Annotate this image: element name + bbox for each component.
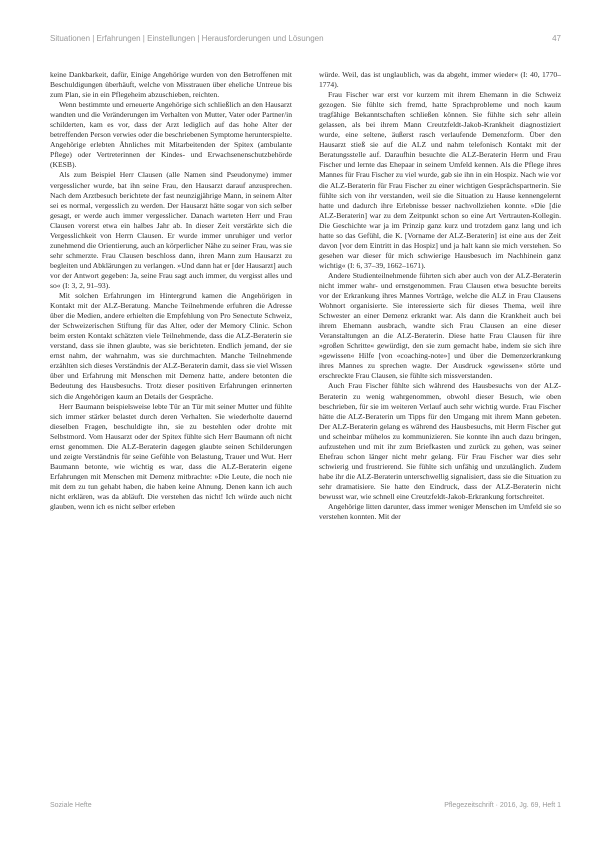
left-column: [50, 70, 292, 810]
page-number: 47: [552, 34, 561, 43]
paragraph: Andere Studienteilnehmende führten sich aber auch von der ALZ-Beraterin nicht immer wahr- und ernstgenommen. Frau Clausen etwa besuchte bereits vor der Erkrankung ihres Mannes Vorträge, welche die ALZ in Frau Clausens Wohnort organisierte. Sie interessierte sich für dieses Thema, weil ihre Schwester an einer Demenz erkrankt war. Als dann die Krankheit auch bei ihrem Ehemann ausbrach, wandte sich Frau Clausen an eine dieser Veranstaltungen an die ALZ-Beraterin. Diese hatte Frau Clausen für ihre »großen Schritte« gewürdigt, den sie zum gemacht habe, indem sie sich ihre »gewissen« Hilfe [von «coaching-note»] und über die Demenzerkrankung ihres Mannes zu sprechen wagte. Der Ausdruck »gewissen« störte und erschreckte Frau Clausen, sie fühlte sich missverstanden.: [319, 270, 561, 381]
paragraph: Auch Frau Fischer fühlte sich während des Hausbesuchs von der ALZ-Beraterin zu wenig wahrgenommen, obwohl dieser Besuch, wie oben beschrieben, für sie im weiteren Verlauf auch sehr wichtig wurde. Frau Fischer hätte die ALZ-Beraterin um Tipps für den Umgang mit ihrem Mann gebeten. Der ALZ-Beraterin gelang es während des Hausbesuchs, mit Herrn Fischer gut und scheinbar mühelos zu kommunizieren. Sie konnte ihn auch dazu bringen, aufzustehen und mit ihr zum Briefkasten und zurück zu gehen, was seiner Ehefrau schon länger nicht mehr gelang. Für Frau Fischer war dies sehr schwierig und frustrierend. Sie fühlte sich unfähig und unzulänglich. Zudem habe ihr die ALZ-Beraterin unterschwellig signalisiert, dass sie die Situation zu sehr dramatisiere. Sie hatte den Eindruck, dass der ALZ-Beraterin nicht bewusst war, wie schnell eine Creutzfeldt-Jakob-Erkrankung fortschreitet.: [319, 381, 561, 501]
running-header: [50, 34, 561, 48]
paragraph: Als zum Beispiel Herr Clausen (alle Namen sind Pseudonyme) immer vergesslicher wurde, bat ihn seine Frau, den Hausarzt darauf anzusprechen. Nach dem Arztbesuch berichtete der fast neunzigjährige Mann, in seinem Alter sei es normal, vergesslich zu werden. Der Hausarzt hätte sogar von sich selber gesagt, er werde auch immer vergesslicher. Danach warteten Herr und Frau Clausen vorerst etwa ein halbes Jahr ab. In dieser Zeit verstärkte sich die Vergesslichkeit von Herrn Clausen. Er wurde immer unruhiger und verlor zunehmend die Orientierung, auch an körperlicher Nähe zu seiner Frau, was sie sehr schmerzte. Frau Clausen beschloss dann, ihren Mann zum Hausarzt zu begleiten und Abklärungen zu verlangen. »Und dann hat er [der Hausarzt] auch vor der Antwort gegeben: Ja, seine Frau sagt auch immer, du vergisst alles und so« (I: 3, 2, 91–93).: [50, 170, 292, 290]
right-column: [319, 70, 561, 810]
paragraph: Herr Baumann beispielsweise lebte Tür an Tür mit seiner Mutter und fühlte sich immer stärker belastet durch deren Verhalten. Sie wiederholte dauernd dieselben Fragen, beschuldigte ihn, sie zu bestehlen oder drohte mit Selbstmord. Vom Hausarzt oder der Spitex fühlte sich Herr Baumann oft nicht ernst genommen. Die ALZ-Beraterin dagegen glaubte seinen Schilderungen und zeigte Verständnis für seine Gefühle von Belastung, Trauer und Wut. Herr Baumann betonte, wie wichtig es war, dass die ALZ-Beraterin eigene Erfahrungen mit Menschen mit Demenz mitbrachte: »Die Leute, die noch nie mit dem zu tun gehabt haben, die haben keine Ahnung. Denen kann ich auch nicht erklären, was da abläuft. Die verstehen das nicht! Ich würde auch nicht glauben, wenn ich es nicht selber erleben: [50, 401, 292, 512]
paragraph: Angehörige litten darunter, dass immer weniger Menschen im Umfeld sie so verstehen konnten. Mit der: [319, 502, 561, 522]
paragraph: Mit solchen Erfahrungen im Hintergrund kamen die Angehörigen in Kontakt mit der ALZ-Beratung. Manche Teilnehmende erfuhren die Adresse über die Medien, andere erhielten die Empfehlung von Pro Senectute Schweiz, der Schweizerischen Stiftung für das Alter, oder der Memory Clinic. Schon beim ersten Kontakt schätzten viele Teilnehmende, dass die ALZ-Beraterin sie verstand, dass sie ihnen glaubte, was sie berichteten. Endlich jemand, der sie ernst nahm, der wahrnahm, was sie durchmachten. Manche Teilnehmende erzählten sich dieses Verständnis der ALZ-Beraterin damit, dass sie viel Wissen über und Erfahrung mit Menschen mit Demenz hatte, andere betonten die Bedeutung des Hausbesuchs. Trotz dieser positiven Erfahrungen erinnerten sich die Angehörigen kaum an Details der Gespräche.: [50, 291, 292, 401]
footer-issue: Pflegezeitschrift · 2016, Jg. 69, Heft 1: [444, 802, 561, 809]
running-title: Situationen | Erfahrungen | Einstellungen | Herausforderungen und Lösungen: [50, 34, 324, 43]
paragraph: würde. Weil, das ist unglaublich, was da abgeht, immer wieder« (I: 40, 1770–1774).: [319, 70, 561, 90]
footer-journal: Soziale Hefte: [50, 802, 92, 809]
paragraph: Frau Fischer war erst vor kurzem mit ihrem Ehemann in die Schweiz gezogen. Sie fühlte sich fremd, hatte Sprachprobleme und noch kaum tragfähige Bekanntschaften schließen können. Sie fühlte sich sehr allein gelassen, als bei ihrem Mann Creutzfeldt-Jakob-Krankheit diagnostiziert wurde, eine seltene, äußerst rasch verlaufende Demenzform. Über den Hausarzt stieß sie auf die ALZ und nahm telefonisch Kontakt mit der Beratungsstelle auf. Daraufhin besuchte die ALZ-Beraterin Herrn und Frau Fischer und lernte das Ehepaar in seinem Umfeld kennen. Als die Pflege ihres Mannes für Frau Fischer zu viel wurde, gab sie ihn in ein Hospiz. Nach wie vor die ALZ-Beraterin für Frau Fischer zu einer wichtigen Gesprächspartnerin. Sie fühlte sich von ihr verstanden, weil sie die Situation zu Hause kennengelernt hatte und dadurch ihre Erlebnisse besser nachvollziehen konnte. »Die [die ALZ-Beraterin] war zu dem Zeitpunkt schon so eine Art Vertrauten-Kollegin. Die Geschichte war ja im Prinzip ganz kurz und trotzdem ganz lang und ich hatte so das Gefühl, die K. [Vorname der ALZ-Beraterin] ist eine aus der Zeit davon [vor dem Eintritt in das Hospiz] und ja halt kann sie mich verstehen. So gesehen war dieser für mich schwierige Hausbesuch im Nachhinein ganz wichtig« (I: 6, 37–39, 1662–1671).: [319, 90, 561, 270]
paragraph: keine Dankbarkeit, dafür, Einige Angehörige wurden von den Betroffenen mit Beschuldigungen überhäuft, welche von Misstrauen über eheliche Untreue bis zum Plan, sie in ein Pflegeheim abzuschieben, reichten.: [50, 70, 292, 100]
paragraph: Wenn bestimmte und erneuerte Angehörige sich schließlich an den Hausarzt wandten und die Veränderungen im Verhalten von Mutter, Vater oder Partner/in schilderten, kam es vor, dass der Arzt lediglich auf das hohe Alter der betreffenden Person verwies oder die beschriebenen Symptome herunterspielte. Angehörige erlebten Ähnliches mit Mitarbeitenden der Spitex (ambulante Pflege) oder Vertreterinnen der Kindes- und Erwachsenenschutzbehörde (KESB).: [50, 100, 292, 170]
page-footer: [50, 802, 561, 814]
